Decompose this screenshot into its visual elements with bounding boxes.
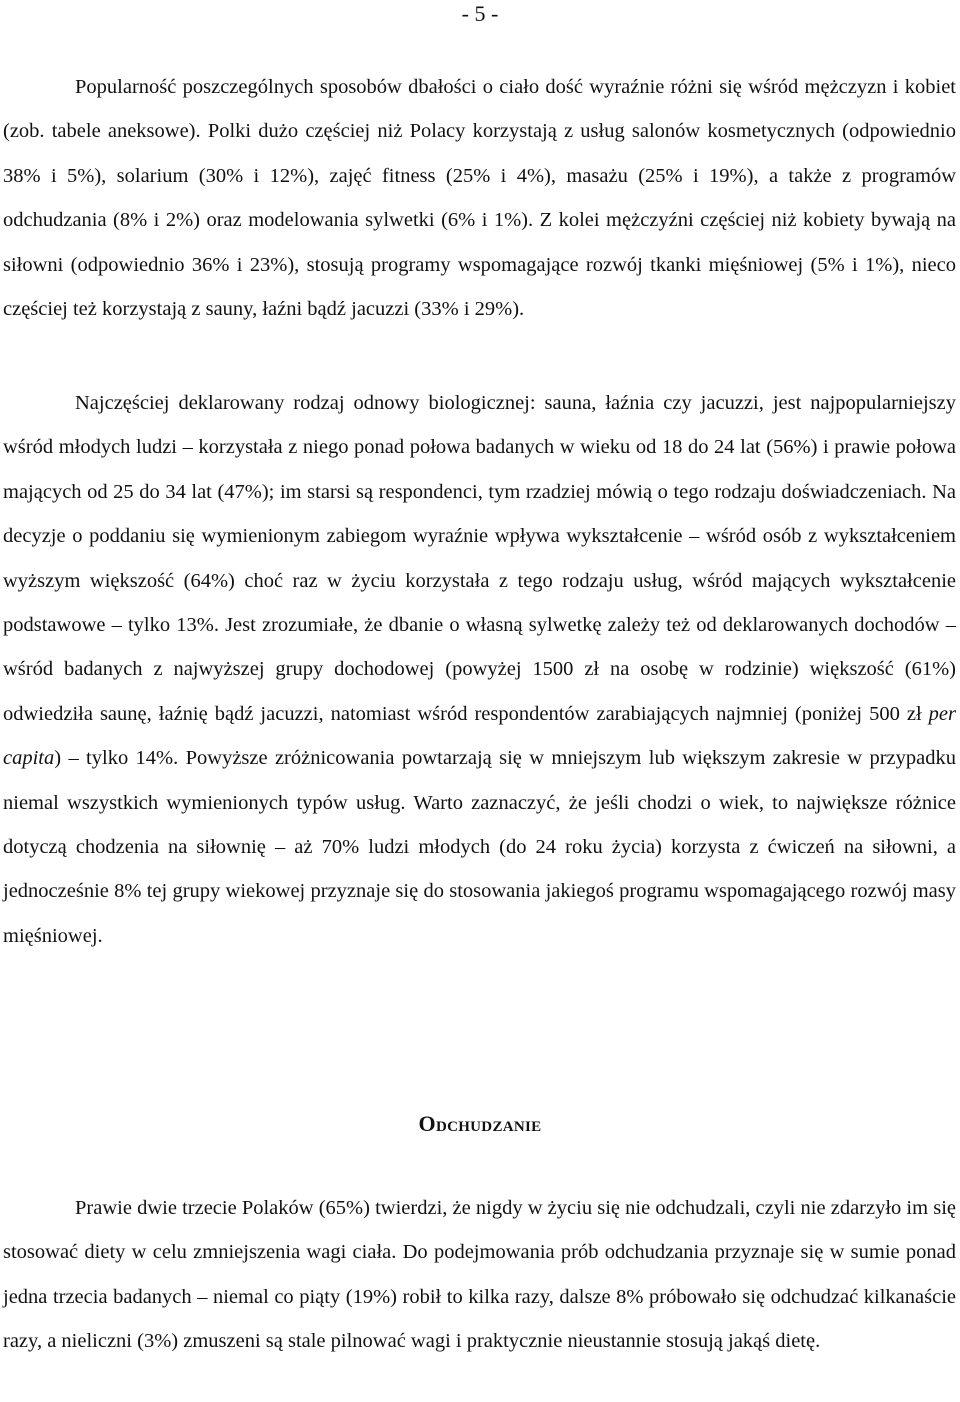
page-number: - 5 - (461, 1, 499, 26)
section-heading: Odchudzanie (418, 1111, 542, 1136)
paragraph-body-3: Prawie dwie trzecie Polaków (65%) twierdzi, że nigdy w życiu się nie odchudzali, czyli nie zdarzyło im się stosować diety w celu zmniejszenia wagi ciała. Do podejmowania prób odchudzania przyznaje się w sumie ponad jedna trzecia badanych – niemal co piąty (19%) robił to kilka razy, dalsze 8% próbowało się odchudzać kilkanaście razy, a nieliczni (3%) zmuszeni są stale pilnować wagi i praktycznie nieustannie stosują jakąś dietę. (3, 1197, 956, 1353)
paragraph-body-2 (3, 381, 956, 958)
paragraph-text-part: Najczęściej deklarowany rodzaj odnowy biologicznej: sauna, łaźnia czy jacuzzi, jest najpopularniejszy wśród młodych ludzi – korzystała z niego ponad połowa badanych w wieku od 18 do 24 lat (56%) i prawie połowa mających od 25 do 34 lat (47%); im starsi są respondenci, tym rzadziej mówią o tego rodzaju doświadczeniach. Na decyzje o poddaniu się wymienionym zabiegom wyraźnie wpływa wykształcenie – wśród osób z wykształceniem wyższym większość (64%) choć raz w życiu korzystała z tego rodzaju usług, wśród mających wykształcenie podstawowe – tylko 13%. Jest zrozumiałe, że dbanie o własną sylwetkę zależy też od deklarowanych dochodów – wśród badanych z najwyższej grupy dochodowej (powyżej 1500 zł na osobę w rodzinie) większość (61%) odwiedziła saunę, łaźnię bądź jacuzzi, natomiast wśród respondentów zarabiających najmniej (poniżej 500 zł (3, 392, 956, 725)
paragraph-body-1: Popularność poszczególnych sposobów dbałości o ciało dość wyraźnie różni się wśród mężczyzn i kobiet (zob. tabele aneksowe). Polki dużo częściej niż Polacy korzystają z usług salonów kosmetycznych (odpowiednio 38% i 5%), solarium (30% i 12%), zajęć fitness (25% i 4%), masażu (25% i 19%), a także z programów odchudzania (8% i 2%) oraz modelowania sylwetki (6% i 1%). Z kolei mężczyźni częściej niż kobiety bywają na siłowni (odpowiednio 36% i 23%), stosują programy wspomagające rozwój tkanki mięśniowej (5% i 1%), nieco częściej też korzystają z sauny, łaźni bądź jacuzzi (33% i 29%). (3, 76, 956, 321)
italic-term: per capita (3, 702, 956, 770)
paragraph-text-part: ) – tylko 14%. Powyższe zróżnicowania powtarzają się w mniejszym lub większym zakresie w przypadku niemal wszystkich wymienionych typów usług. Warto zaznaczyć, że jeśli chodzi o wiek, to największe różnice dotyczą chodzenia na siłownię – aż 70% ludzi młodych (do 24 roku życia) korzysta z ćwiczeń na siłowni, a jednocześnie 8% tej grupy wiekowej przyznaje się do stosowania jakiegoś programu wspomagającego rozwój masy mięśniowej. (3, 747, 956, 947)
